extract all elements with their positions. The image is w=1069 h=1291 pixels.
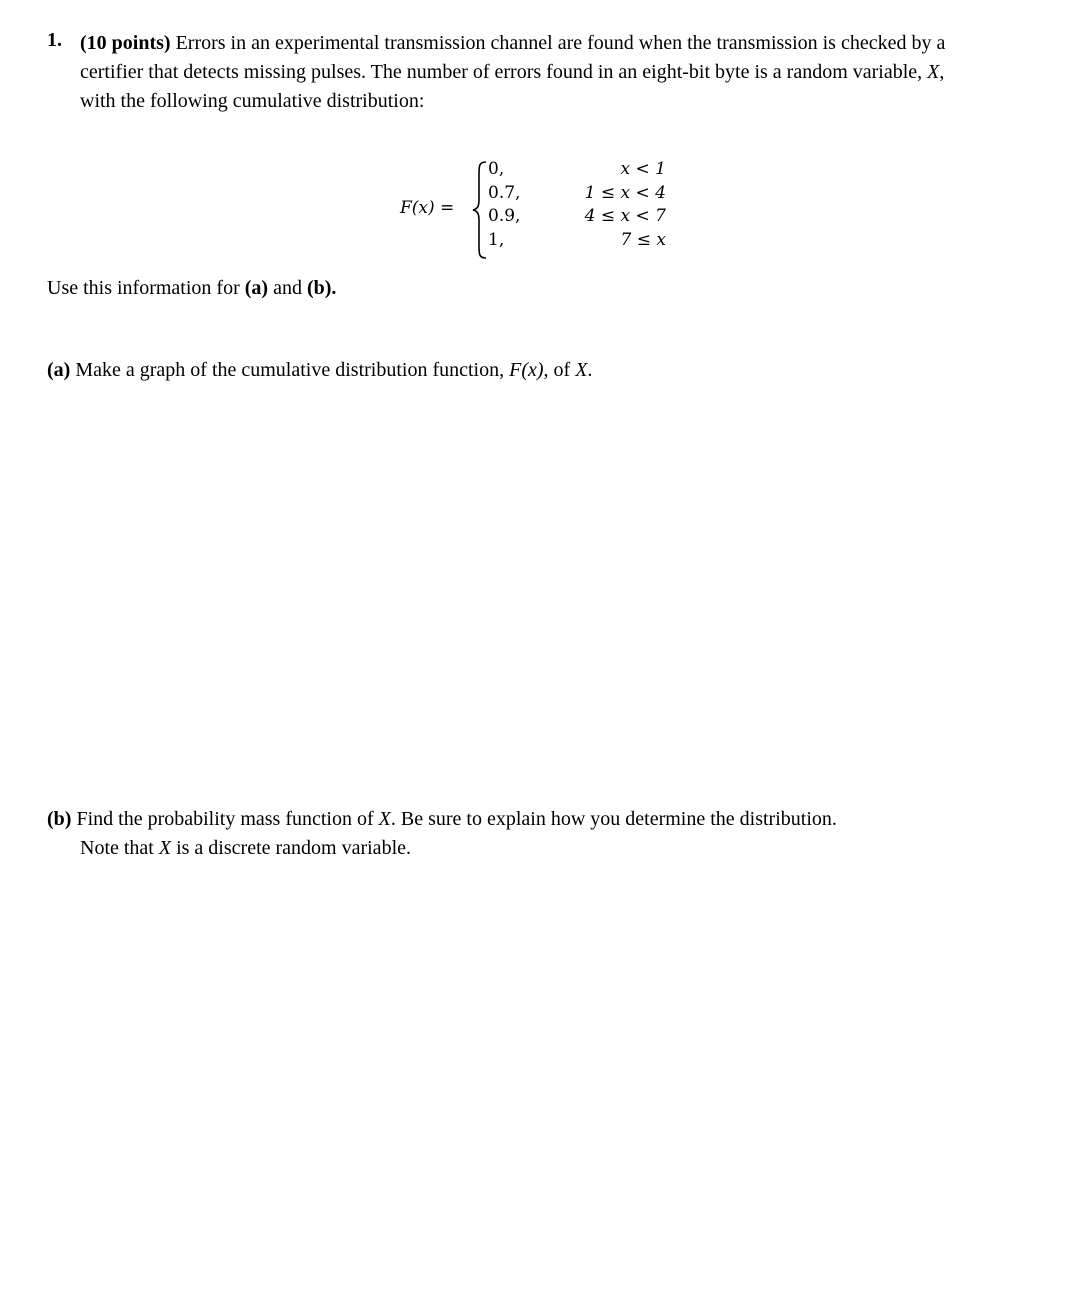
case-value-2: 0.7,	[488, 182, 521, 203]
part-a-mid: , of	[543, 359, 576, 381]
problem-statement	[80, 29, 1040, 116]
problem-number: 1.	[47, 29, 62, 51]
part-b-text-1: Find the probability mass function of	[71, 808, 379, 830]
part-a-text: Make a graph of the cumulative distribution function,	[70, 359, 510, 381]
use-info-a: (a)	[244, 277, 269, 299]
part-b	[47, 805, 837, 863]
part-a-end: .	[587, 359, 593, 381]
formula-values	[488, 158, 520, 252]
statement-text-1: Errors in an experimental transmission channel are found when the transmission is checked by a	[170, 32, 946, 54]
cdf-formula	[400, 158, 700, 263]
use-info-prefix: Use this information for	[47, 277, 245, 299]
use-info-b: (b).	[306, 277, 337, 299]
part-a-fx: F(x)	[509, 359, 544, 381]
statement-line-3	[80, 87, 1040, 116]
points-label: (10 points)	[80, 32, 171, 54]
statement-line-1	[80, 29, 1040, 58]
statement-text-2: certifier that detects missing pulses. The number of errors found in an eight-bit byte is a random variable,	[80, 61, 928, 83]
part-b-line2-start: Note that	[80, 837, 159, 859]
part-b-var-1: X	[378, 808, 391, 830]
statement-text-3: with the following cumulative distribution:	[80, 90, 425, 112]
part-b-line2-end: is a discrete random variable.	[171, 837, 411, 859]
random-variable-symbol: X	[927, 61, 940, 83]
part-b-var-2: X	[158, 837, 172, 859]
part-b-text-2: . Be sure to explain how you determine the distribution.	[390, 808, 837, 830]
part-a	[47, 358, 592, 382]
case-value-3: 0.9,	[488, 206, 521, 226]
part-a-var: X	[575, 359, 588, 381]
case-condition-3: 4 ≤ x < 7	[584, 206, 666, 226]
part-b-label: (b)	[47, 808, 72, 830]
statement-line-2	[80, 58, 1040, 87]
use-info-mid: and	[268, 277, 307, 299]
case-condition-4: 7 ≤ x	[620, 229, 666, 250]
part-b-line-2	[47, 834, 837, 863]
formula-conditions	[568, 158, 666, 252]
case-value-1: 0,	[488, 159, 505, 179]
part-b-line-1	[47, 805, 837, 834]
statement-comma: ,	[939, 61, 945, 83]
case-value-4: 1,	[488, 229, 505, 250]
case-condition-2: 1 ≤ x < 4	[584, 182, 666, 203]
left-brace-icon	[472, 160, 488, 260]
part-a-label: (a)	[47, 359, 71, 381]
case-condition-1: x < 1	[620, 159, 666, 179]
formula-lhs: F(x) =	[400, 198, 455, 218]
use-info-line	[47, 276, 336, 300]
